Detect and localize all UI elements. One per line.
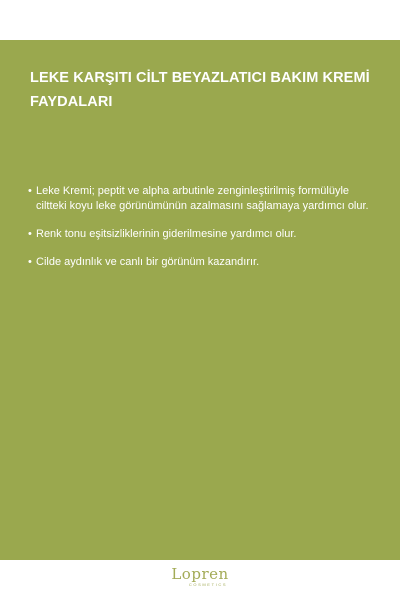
brand-logo bbox=[0, 566, 400, 587]
bullet-marker: • bbox=[28, 256, 32, 268]
bullet-marker: • bbox=[28, 185, 32, 197]
benefit-text: Renk tonu eşitsizliklerinin giderilmesine yardımcı olur. bbox=[36, 228, 297, 240]
benefit-text: Leke Kremi; peptit ve alpha arbutinle zenginleştirilmiş formülüyle ciltteki koyu leke görünümünün azalmasını sağlamaya yardımcı olur. bbox=[36, 185, 369, 212]
benefit-text: Cilde aydınlık ve canlı bir görünüm kazandırır. bbox=[36, 256, 260, 268]
green-panel bbox=[0, 40, 400, 560]
bullet-marker: • bbox=[28, 228, 32, 240]
benefits-list bbox=[28, 184, 380, 283]
brand-tagline: COSMETICS bbox=[188, 582, 228, 587]
benefit-item bbox=[28, 255, 380, 270]
benefits-title: LEKE KARŞITI CİLT BEYAZLATICI BAKIM KREMİ FAYDALARI bbox=[30, 70, 370, 110]
benefit-item bbox=[28, 184, 380, 214]
brand-name: Lopren bbox=[171, 565, 229, 583]
benefit-item bbox=[28, 227, 380, 242]
